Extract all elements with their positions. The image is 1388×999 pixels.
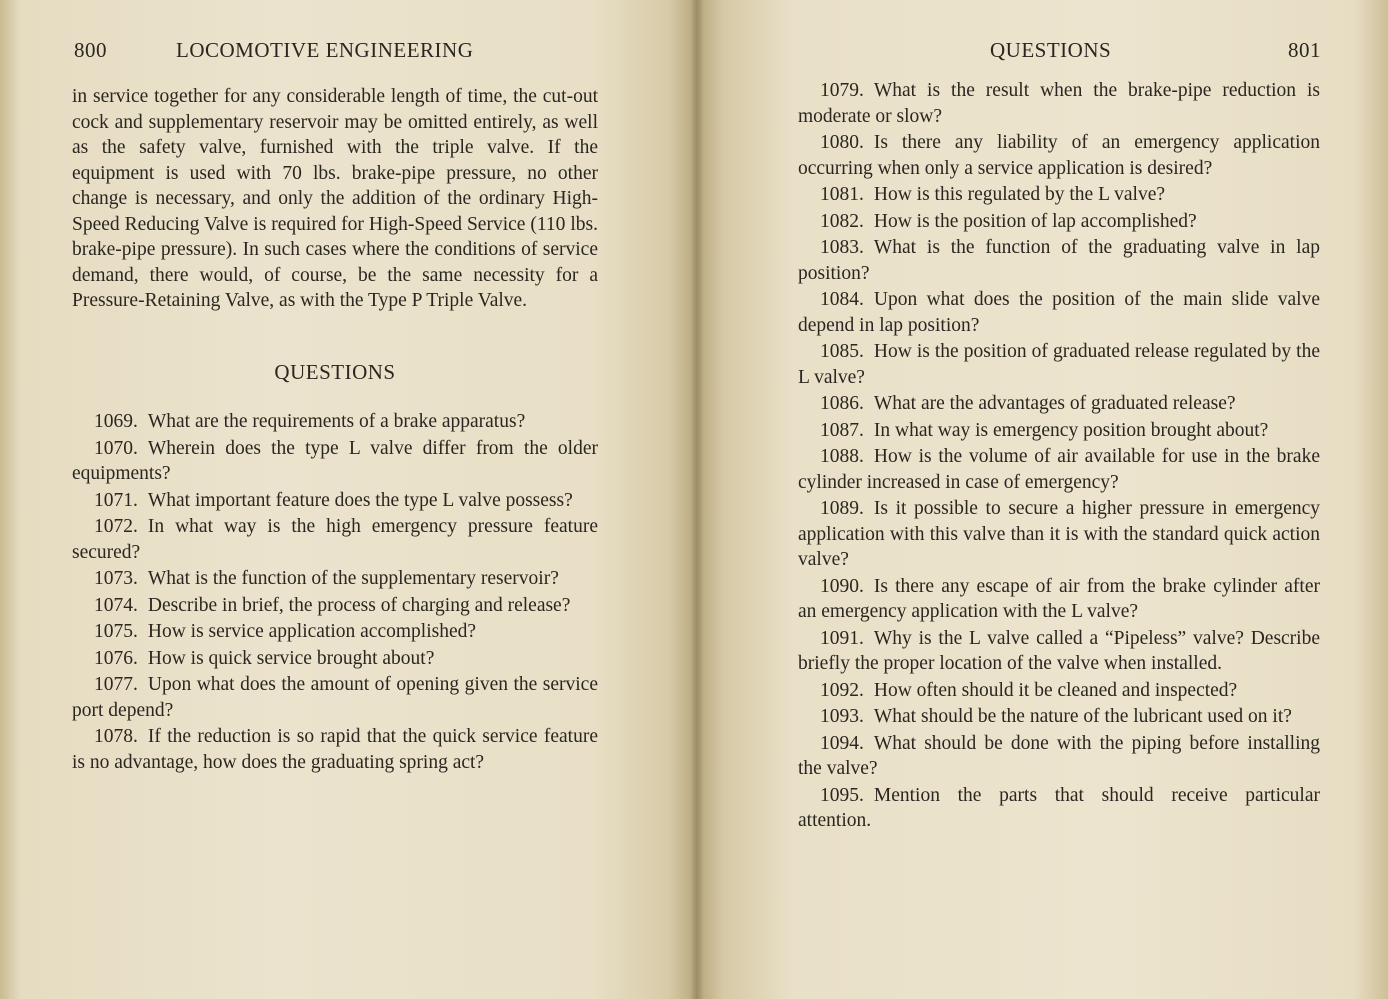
question-1078 [72,724,598,775]
question-number: 1071. [94,489,138,511]
question-1085 [798,339,1320,390]
question-text: Mention the parts that should receive particular attention. [798,784,1320,831]
page-number-left: 800 [74,38,107,62]
question-number: 1081. [820,184,864,205]
question-1072 [72,514,598,565]
question-number: 1077. [94,674,138,695]
question-text: What are the requirements of a brake apparatus? [147,411,526,432]
question-text: Describe in brief, the process of charging and release? [147,594,571,616]
question-1077 [72,672,598,723]
question-number: 1080. [820,132,864,153]
question-number: 1078. [94,726,138,747]
question-text: Upon what does the amount of opening given the service port depend? [72,674,598,721]
question-1083 [798,235,1320,286]
book-gutter [690,0,704,999]
question-text: How is service application accomplished? [147,621,477,642]
question-text: What should be the nature of the lubricant used on it? [873,706,1292,727]
question-text: How is this regulated by the L valve? [873,184,1166,205]
question-number: 1093. [820,706,864,727]
right-page [696,0,1388,999]
question-text: Upon what does the position of the main slide valve depend in lap position? [798,289,1320,336]
question-number: 1095. [820,784,864,806]
question-1094 [798,731,1320,782]
question-1080 [798,130,1320,181]
question-text: Wherein does the type L valve differ from the older equipments? [72,437,598,484]
question-text: Is there any escape of air from the brake cylinder after an emergency application with the L valve? [798,575,1320,622]
question-1088 [798,444,1320,495]
question-text: What should be done with the piping before installing the valve? [798,732,1320,779]
question-number: 1084. [820,289,864,310]
question-1093 [798,704,1320,730]
question-number: 1091. [820,627,864,649]
question-1071 [72,488,598,514]
running-title-right: QUESTIONS [990,38,1112,62]
question-text: What important feature does the type L valve possess? [147,489,573,511]
question-number: 1092. [820,679,864,701]
question-number: 1089. [820,498,864,519]
question-1084 [798,287,1320,338]
question-number: 1086. [820,393,864,414]
question-text: How is the volume of air available for use in the brake cylinder increased in case of emergency? [798,446,1320,493]
question-text: In what way is the high emergency pressure feature secured? [72,516,598,563]
question-text: What are the advantages of graduated release? [873,393,1236,414]
question-number: 1073. [94,568,138,589]
question-text: What is the function of the supplementary reservoir? [147,568,559,589]
question-number: 1090. [820,575,864,597]
question-1069 [72,409,598,435]
question-number: 1082. [820,210,864,232]
question-1075 [72,619,598,645]
running-title-left: LOCOMOTIVE ENGINEERING [176,38,474,62]
page-number-right: 801 [1288,38,1321,62]
question-1089 [798,496,1320,573]
question-text: Is it possible to secure a higher pressure in emergency application with this valve than it is with the standard quick action valve? [798,498,1320,570]
question-number: 1074. [94,594,138,616]
question-text: How is quick service brought about? [147,647,435,669]
right-column [798,78,1320,835]
question-1073 [72,566,598,592]
question-number: 1079. [820,80,864,101]
question-number: 1088. [820,446,864,467]
question-1095 [798,783,1320,834]
question-text: How often should it be cleaned and inspected? [873,679,1238,701]
question-1081 [798,182,1320,208]
question-1090 [798,574,1320,625]
question-number: 1087. [820,419,864,441]
question-1086 [798,391,1320,417]
question-number: 1076. [94,647,138,669]
question-1087 [798,418,1320,444]
question-number: 1072. [94,516,138,537]
question-text: How is the position of lap accomplished? [873,210,1197,232]
intro-paragraph: in service together for any considerable length of time, the cut-out cock and supplementary reservoir may be omitted entirely, as well as the safety valve, furnished with the triple valve. If the equipment is used with 70 lbs. brake-pipe pressure, no other change is necessary, and only the addition of the ordinary High-Speed Reducing Valve is required for High-Speed Service (110 lbs. brake-pipe pressure). In such cases where the conditions of service demand, there would, of course, be the same necessity for a Pressure-Retaining Valve, as with the Type P Triple Valve. [72,86,598,311]
question-text: What is the function of the graduating valve in lap position? [798,237,1320,284]
question-1091 [798,626,1320,677]
question-number: 1069. [94,411,138,432]
question-text: How is the position of graduated release regulated by the L valve? [798,341,1320,388]
question-text: What is the result when the brake-pipe reduction is moderate or slow? [798,80,1320,127]
question-number: 1094. [820,732,864,754]
question-number: 1070. [94,437,138,459]
question-number: 1083. [820,237,864,258]
left-column [72,84,598,776]
question-number: 1075. [94,621,138,642]
question-1079 [798,78,1320,129]
question-text: Why is the L valve called a “Pipeless” valve? Describe briefly the proper location of the valve when installed. [798,627,1320,674]
question-1070 [72,436,598,487]
question-1076 [72,646,598,672]
question-text: If the reduction is so rapid that the quick service feature is no advantage, how does the graduating spring act? [72,726,598,773]
question-1092 [798,678,1320,704]
question-text: In what way is emergency position brought about? [873,419,1269,441]
question-1082 [798,209,1320,235]
section-heading: QUESTIONS [274,359,396,384]
question-number: 1085. [820,341,864,362]
question-1074 [72,593,598,619]
question-text: Is there any liability of an emergency application occurring when only a service application is desired? [798,132,1320,179]
